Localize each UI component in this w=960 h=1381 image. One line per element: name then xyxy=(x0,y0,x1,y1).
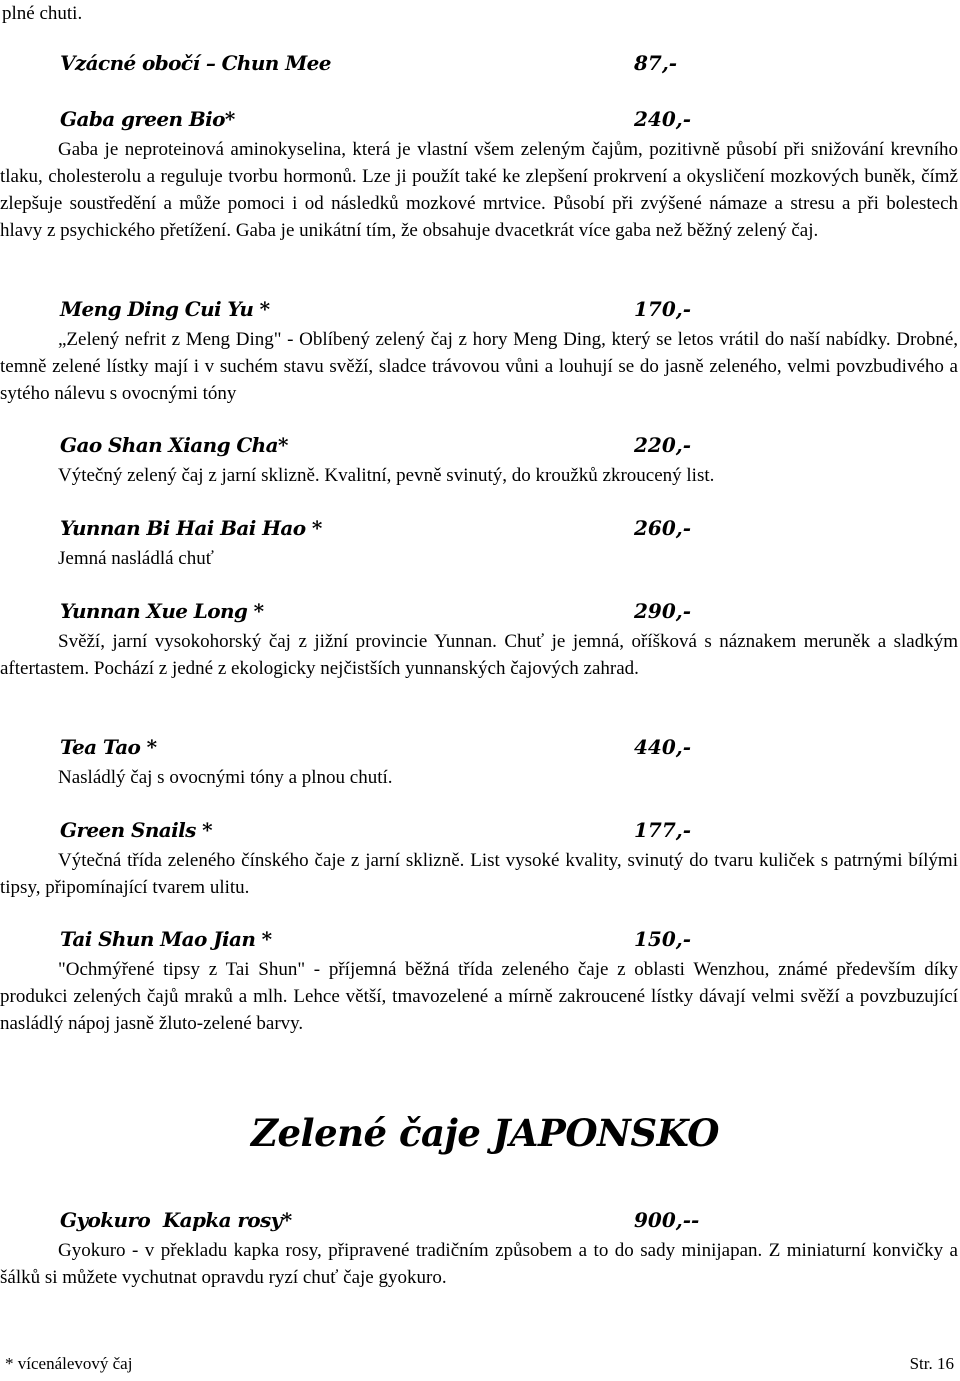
tea-title-row xyxy=(0,292,960,326)
tea-item-meng-ding xyxy=(0,292,960,407)
tea-name: Meng Ding Cui Yu * xyxy=(60,297,270,321)
tea-item-gao-shan xyxy=(0,428,960,489)
tea-item-bi-hai-bai-hao xyxy=(0,511,960,572)
tea-title-row xyxy=(0,922,960,956)
tea-name: Gao Shan Xiang Cha* xyxy=(60,433,288,457)
tea-price: 900,-- xyxy=(634,1208,700,1232)
tea-price: 440,- xyxy=(634,735,692,759)
tea-description: "Ochmýřené tipsy z Tai Shun" - příjemná běžná třída zeleného čaje z oblasti Wenzhou, známé především díky produkci zelených čajů mraků a mlh. Lehce větší, tmavozelené a mírně zakroucené lístky dávají velmi svěží a povzbuzující nasládlý nápoj jasně žluto-zelené barvy. xyxy=(0,959,958,1034)
tea-price: 260,- xyxy=(634,516,692,540)
tea-name: Tai Shun Mao Jian * xyxy=(60,927,272,951)
tea-title-row xyxy=(0,730,960,764)
tea-item-gaba-green xyxy=(0,102,960,244)
section-title-japan: Zelené čaje JAPONSKO xyxy=(251,1111,719,1155)
tea-title-row xyxy=(0,46,960,80)
tea-price: 240,- xyxy=(634,107,692,131)
page-footer xyxy=(0,1353,960,1375)
tea-item-green-snails xyxy=(0,813,960,901)
tea-price: 150,- xyxy=(634,927,692,951)
tea-item-xue-long xyxy=(0,594,960,682)
tea-name: Gaba green Bio* xyxy=(60,107,235,131)
tea-item-chun-mee xyxy=(0,46,960,80)
tea-name: Yunnan Xue Long * xyxy=(60,599,264,623)
tea-name: Yunnan Bi Hai Bai Hao * xyxy=(60,516,322,540)
tea-item-gyokuro xyxy=(0,1203,960,1291)
tea-title-row xyxy=(0,594,960,628)
tea-item-tea-tao xyxy=(0,730,960,791)
tea-description: Jemná nasládlá chuť xyxy=(58,548,214,569)
tea-description: Svěží, jarní vysokohorský čaj z jižní provincie Yunnan. Chuť je jemná, oříšková s náznakem meruněk a sladkým aftertastem. Pochází z jedné z ekologicky nejčistších yunnanských čajových zahrad. xyxy=(0,631,958,679)
footnote: * vícenálevový čaj xyxy=(5,1354,133,1373)
tea-price: 290,- xyxy=(634,599,692,623)
tea-description: Gaba je neproteinová aminokyselina, která je vlastní všem zeleným čajům, pozitivně působí při snižování krevního tlaku, cholesterolu a reguluje tvorbu hormonů. Lze ji použít také ke zlepšení prokrvení a okysličení mozkových buněk, čímž zlepšuje soustředění a může pomoci i od následků mozkové mrtvice. Působí při zvýšené námaze a stresu a při bolestech hlavy z psychického přetížení. Gaba je unikátní tím, že obsahuje dvacetkrát více gaba než běžný zelený čaj. xyxy=(0,139,958,241)
tea-name: Green Snails * xyxy=(60,818,212,842)
tea-description: „Zelený nefrit z Meng Ding" - Oblíbený zelený čaj z hory Meng Ding, který se letos vrátil do naší nabídky. Drobné, temně zelené lístky mají i v suchém stavu svěží, sladce trávovou vůni a louhují se do jasně zeleného, velmi povzbudivého a sytého nálevu s ovocnými tóny xyxy=(0,329,958,404)
tea-item-tai-shun xyxy=(0,922,960,1037)
tea-description: Gyokuro - v překladu kapka rosy, připravené tradičním způsobem a to do sady minijapan. Z miniaturní konvičky a šálků si můžete vychutnat opravdu ryzí chuť čaje gyokuro. xyxy=(0,1240,958,1288)
tea-name: Vzácné obočí – Chun Mee xyxy=(60,51,331,75)
tea-price: 177,- xyxy=(634,818,692,842)
tea-description: Nasládlý čaj s ovocnými tóny a plnou chutí. xyxy=(58,767,393,788)
tea-title-row xyxy=(0,511,960,545)
tea-description: Výtečná třída zeleného čínského čaje z jarní sklizně. List vysoké kvality, svinutý do tvaru kuliček s patrnými bílými tipsy, připomínající tvarem ulitu. xyxy=(0,850,958,898)
tea-title-row xyxy=(0,102,960,136)
tea-price: 87,- xyxy=(634,51,678,75)
tea-title-row xyxy=(0,428,960,462)
intro-text: plné chuti. xyxy=(2,3,83,24)
tea-description: Výtečný zelený čaj z jarní sklizně. Kvalitní, pevně svinutý, do kroužků zkroucený list. xyxy=(58,465,715,486)
page-number: Str. 16 xyxy=(909,1354,954,1373)
tea-price: 170,- xyxy=(634,297,692,321)
tea-name: Gyokuro Kapka rosy* xyxy=(60,1208,292,1232)
tea-title-row xyxy=(0,813,960,847)
tea-name: Tea Tao * xyxy=(60,735,157,759)
tea-price: 220,- xyxy=(634,433,692,457)
tea-title-row xyxy=(0,1203,960,1237)
